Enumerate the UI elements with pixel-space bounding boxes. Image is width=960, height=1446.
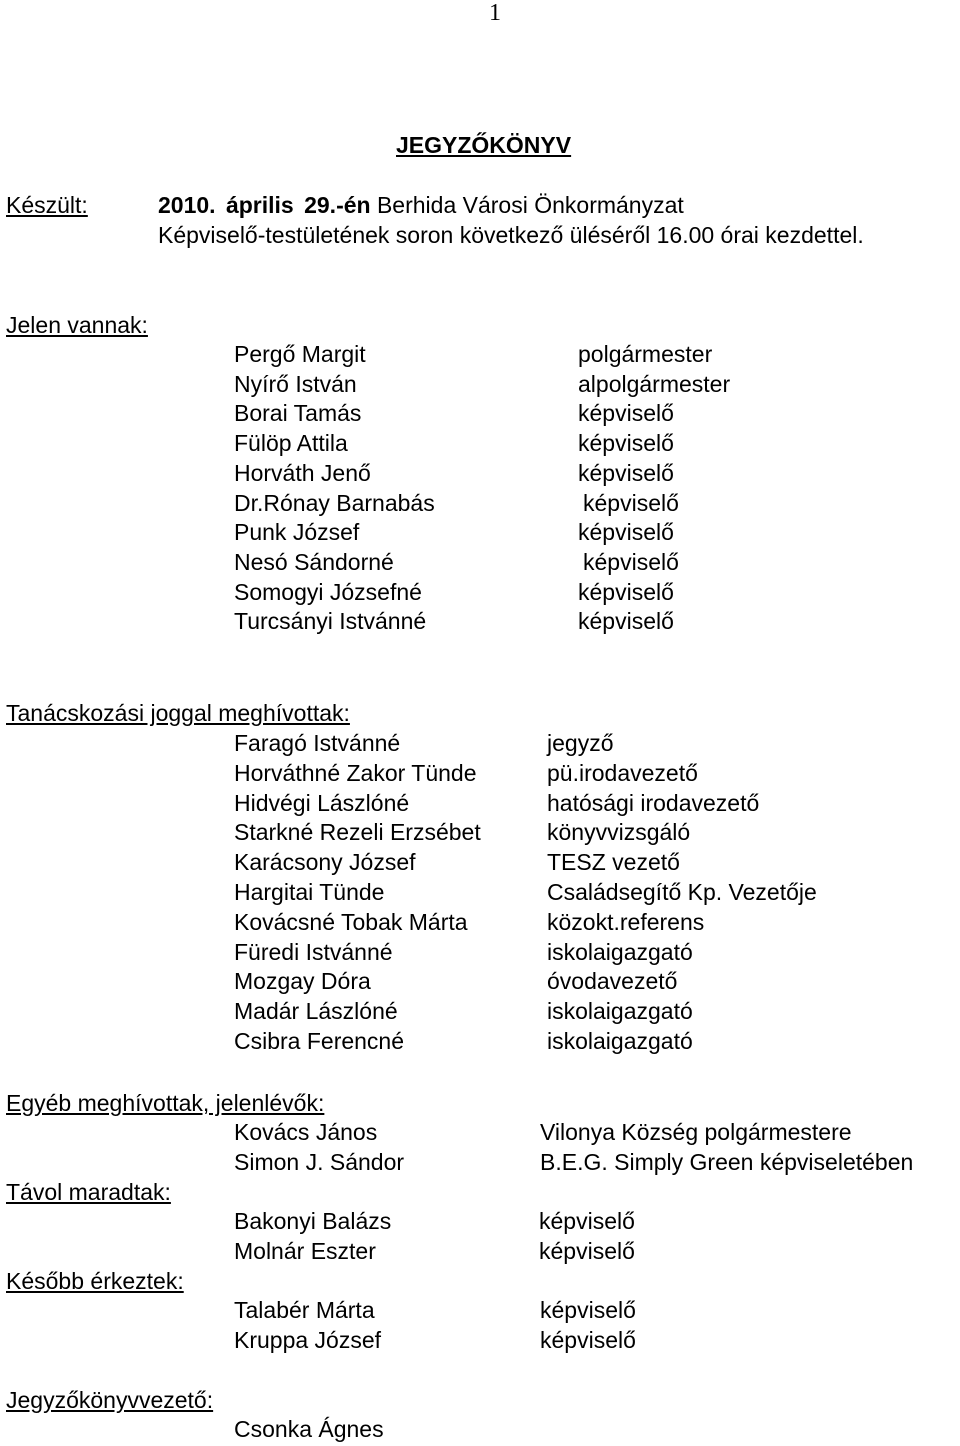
member-name: Horváth Jenő	[234, 459, 371, 486]
member-name: Simon J. Sándor	[234, 1148, 405, 1175]
member-role: Vilonya Község polgármestere	[540, 1119, 852, 1145]
member-row	[0, 577, 960, 607]
member-name: Nesó Sándorné	[234, 548, 394, 575]
member-row	[0, 1325, 960, 1355]
member-row	[0, 937, 960, 967]
member-row	[0, 1236, 960, 1266]
member-role: TESZ vezető	[547, 849, 680, 876]
member-name: Kruppa József	[234, 1326, 382, 1353]
member-row	[0, 458, 960, 488]
keszult-line1	[158, 190, 684, 220]
member-name: Punk József	[234, 519, 360, 546]
member-role: képviselő	[578, 578, 674, 605]
member-role: iskolaigazgató	[547, 998, 693, 1025]
member-role: képviselő	[539, 1237, 635, 1264]
document-title: JEGYZŐKÖNYV	[396, 132, 572, 158]
member-row	[0, 547, 960, 577]
tanacskozasi-label: Tanácskozási joggal meghívottak:	[6, 700, 350, 726]
member-row	[0, 996, 960, 1026]
member-row	[0, 907, 960, 937]
member-name: Kovácsné Tobak Márta	[234, 908, 468, 935]
member-role: iskolaigazgató	[547, 1028, 693, 1054]
member-name: Bakonyi Balázs	[234, 1208, 392, 1234]
member-role: könyvvizsgáló	[547, 819, 691, 846]
member-role: Családsegítő Kp. Vezetője	[547, 879, 817, 905]
egyeb-label: Egyéb meghívottak, jelenlévők:	[6, 1090, 325, 1116]
member-role: alpolgármester	[578, 370, 731, 397]
member-name: Borai Tamás	[234, 400, 362, 427]
member-row	[0, 1206, 960, 1236]
keszult-label: Készült:	[6, 192, 88, 218]
member-role: képviselő	[578, 459, 674, 486]
member-name: Faragó Istvánné	[234, 730, 401, 756]
member-role: B.E.G. Simply Green képviseletében	[540, 1148, 914, 1175]
member-role: óvodavezető	[547, 968, 678, 995]
member-role: hatósági irodavezető	[547, 789, 760, 816]
member-row	[0, 817, 960, 847]
member-name: Pergő Margit	[234, 341, 366, 367]
member-row	[0, 847, 960, 877]
member-role: képviselő	[540, 1297, 636, 1323]
member-row	[0, 1117, 960, 1147]
member-role: iskolaigazgató	[547, 938, 693, 965]
member-name: Somogyi Józsefné	[234, 578, 422, 605]
member-row	[0, 428, 960, 458]
page-number: 1	[489, 0, 501, 26]
member-row	[0, 606, 960, 636]
member-name: Madár Lászlóné	[234, 998, 398, 1025]
member-name: Turcsányi Istvánné	[234, 608, 427, 635]
member-role: képviselő	[578, 519, 674, 546]
member-name: Hidvégi Lászlóné	[234, 789, 410, 816]
meeting-date: 2010. április 29.-én	[158, 192, 371, 218]
member-role: képviselő	[540, 1326, 636, 1353]
member-row	[0, 1295, 960, 1325]
member-row	[0, 728, 960, 758]
member-name: Dr.Rónay Barnabás	[234, 489, 435, 516]
tavol-label: Távol maradtak:	[6, 1179, 171, 1205]
member-name: Talabér Márta	[234, 1297, 375, 1323]
member-name: Csibra Ferencné	[234, 1028, 405, 1054]
member-name: Kovács János	[234, 1119, 378, 1145]
kesobb-label: Később érkeztek:	[6, 1268, 184, 1294]
member-name: Nyírő István	[234, 370, 357, 397]
member-name: Füredi Istvánné	[234, 938, 393, 965]
jelen-label: Jelen vannak:	[6, 312, 148, 338]
member-name: Hargitai Tünde	[234, 879, 385, 905]
member-role: képviselő	[578, 608, 674, 635]
jegyzokonyvvezeto-label: Jegyzőkönyvvezető:	[6, 1387, 214, 1413]
member-row	[0, 488, 960, 518]
member-row	[0, 758, 960, 788]
member-role: pü.irodavezető	[547, 759, 698, 786]
member-row	[0, 877, 960, 907]
member-name: Fülöp Attila	[234, 430, 348, 457]
member-role: közokt.referens	[547, 908, 705, 935]
member-name: Molnár Eszter	[234, 1237, 376, 1264]
member-role: képviselő	[578, 430, 674, 457]
keszult-line2: Képviselő-testületének soron következő üléséről 16.00 órai kezdettel.	[158, 222, 864, 248]
member-row	[0, 339, 960, 369]
jegyzokonyvvezeto-name: Csonka Ágnes	[234, 1416, 384, 1442]
meeting-body: Berhida Városi Önkormányzat	[370, 192, 684, 218]
member-role: polgármester	[578, 341, 713, 367]
member-row	[0, 788, 960, 818]
member-row	[0, 966, 960, 996]
member-row	[0, 1026, 960, 1056]
member-name: Karácsony József	[234, 849, 416, 876]
member-row	[0, 517, 960, 547]
member-name: Starkné Rezeli Erzsébet	[234, 819, 481, 846]
member-role: képviselő	[539, 1208, 635, 1234]
member-name: Mozgay Dóra	[234, 968, 371, 995]
member-role: jegyző	[547, 730, 614, 756]
member-role: képviselő	[583, 548, 679, 575]
member-row	[0, 1147, 960, 1177]
member-role: képviselő	[583, 489, 679, 516]
member-role: képviselő	[578, 400, 674, 427]
member-row	[0, 398, 960, 428]
member-name: Horváthné Zakor Tünde	[234, 759, 477, 786]
member-row	[0, 369, 960, 399]
